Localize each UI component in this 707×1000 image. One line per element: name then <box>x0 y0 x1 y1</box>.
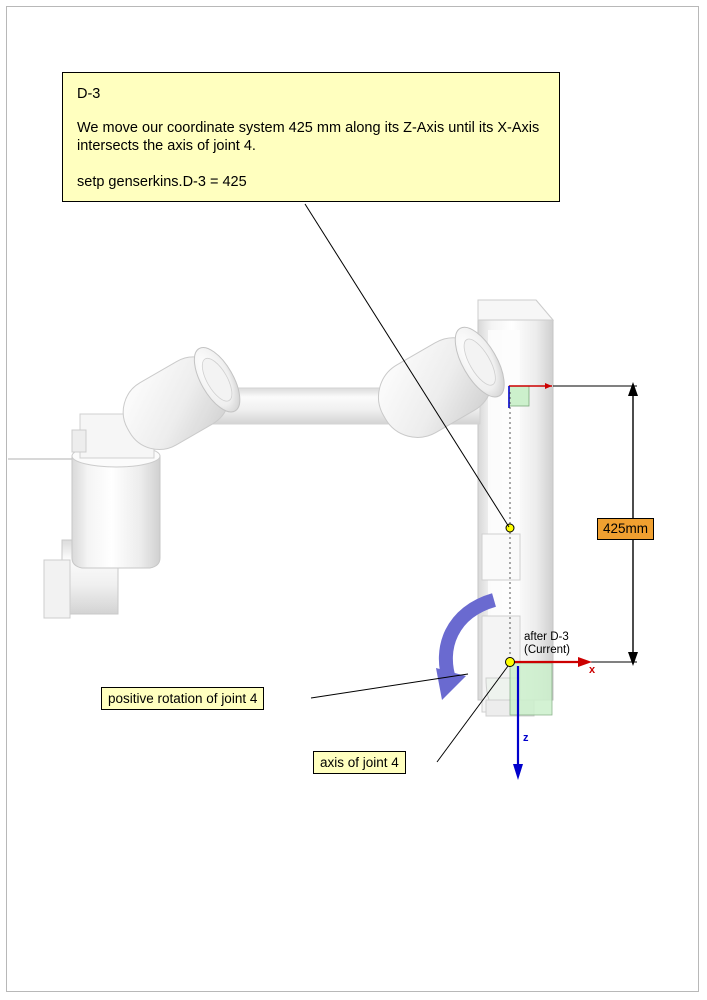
x-axis-label: x <box>589 664 596 676</box>
frame-note <box>524 631 570 657</box>
z-axis-label: z <box>523 732 529 744</box>
callout-main <box>62 72 560 202</box>
frame-note-line2: (Current) <box>524 644 571 657</box>
callout-main-code: setp genserkins.D-3 = 425 <box>77 174 247 191</box>
callout-positive-rotation: positive rotation of joint 4 <box>101 687 264 710</box>
frame-plane-top <box>509 386 529 406</box>
joint-marker-upper <box>506 524 514 532</box>
callout-axis-of-joint-4: axis of joint 4 <box>313 751 406 774</box>
frame-plane-bottom <box>510 663 552 715</box>
distance-badge: 425mm <box>597 518 654 540</box>
joint-marker-joint4 <box>506 658 515 667</box>
callout-main-title: D-3 <box>77 86 101 102</box>
callout-main-body: We move our coordinate system 425 mm along its Z-Axis until its X-Axis intersects the axis of joint 4. <box>77 120 540 155</box>
frame-note-line1: after D-3 <box>524 631 569 643</box>
